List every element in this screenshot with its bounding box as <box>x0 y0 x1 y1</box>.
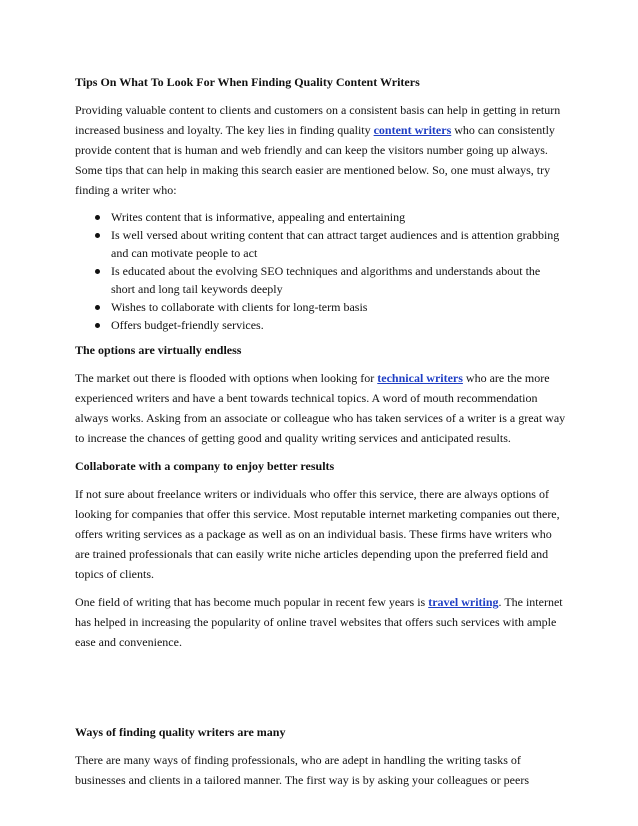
bullet-icon <box>95 305 100 310</box>
travel-text-before: One field of writing that has become much popular in recent few years is <box>75 595 429 609</box>
intro-text-before: Providing valuable content to clients and customers on a consistent basis can help in getting in return increased business and loyalty. The key lies in finding quality <box>75 103 561 137</box>
bullet-icon <box>95 233 100 238</box>
bullet-icon <box>95 269 100 274</box>
list-item <box>75 208 567 226</box>
ways-paragraph: There are many ways of finding professionals, who are adept in handling the writing tasks of businesses and clients in a tailored manner. The first way is by asking your colleagues or peers <box>75 753 529 787</box>
list-item <box>75 262 567 298</box>
content-writers-link[interactable]: content writers <box>373 123 452 137</box>
travel-writing-link[interactable]: travel writing <box>428 595 499 609</box>
section-heading-ways: Ways of finding quality writers are many <box>75 725 286 739</box>
list-item-text: Is educated about the evolving SEO techniques and algorithms and understands about the short and long tail keywords deeply <box>111 264 541 296</box>
section-heading-options: The options are virtually endless <box>75 343 242 357</box>
intro-text-after: who can consistently provide content that is human and web friendly and can keep the visitors number going up always. Some tips that can help in making this search easier are mentioned below. So, one must always, try finding a writer who: <box>75 123 555 197</box>
list-item-text: Writes content that is informative, appealing and entertaining <box>111 210 406 224</box>
bullet-icon <box>95 215 100 220</box>
options-text-after: who are the more experienced writers and have a bent towards technical topics. A word of mouth recommendation always works. Asking from an associate or colleague who has taken services of a writer is a great way to increase the chances of getting good and quality writing services and anticipated results. <box>75 371 566 445</box>
list-item-text: Offers budget-friendly services. <box>111 318 264 332</box>
list-item <box>75 316 567 334</box>
technical-writers-link[interactable]: technical writers <box>377 371 463 385</box>
intro-paragraph <box>75 100 567 200</box>
collaborate-paragraph: If not sure about freelance writers or individuals who offer this service, there are always options of looking for companies that offer this service. Most reputable internet marketing companies out there, offers writing services as a package as well as on an individual basis. These firms have writers who are trained professionals that can easily write niche articles depending upon the preferred field and topics of clients. <box>75 487 560 581</box>
document-page <box>75 72 567 798</box>
travel-paragraph <box>75 592 567 652</box>
tips-list <box>75 208 567 334</box>
travel-text-after: . The internet has helped in increasing the popularity of online travel websites that offers such services with ample ease and convenience. <box>75 595 563 649</box>
options-text-before: The market out there is flooded with options when looking for <box>75 371 378 385</box>
bullet-icon <box>95 323 100 328</box>
section-heading-collaborate: Collaborate with a company to enjoy better results <box>75 459 335 473</box>
options-paragraph <box>75 368 567 448</box>
spacer <box>75 660 567 722</box>
list-item <box>75 226 567 262</box>
list-item-text: Wishes to collaborate with clients for long-term basis <box>111 300 368 314</box>
document-title: Tips On What To Look For When Finding Quality Content Writers <box>75 75 420 89</box>
list-item-text: Is well versed about writing content that can attract target audiences and is attention grabbing and can motivate people to act <box>111 228 560 260</box>
list-item <box>75 298 567 316</box>
